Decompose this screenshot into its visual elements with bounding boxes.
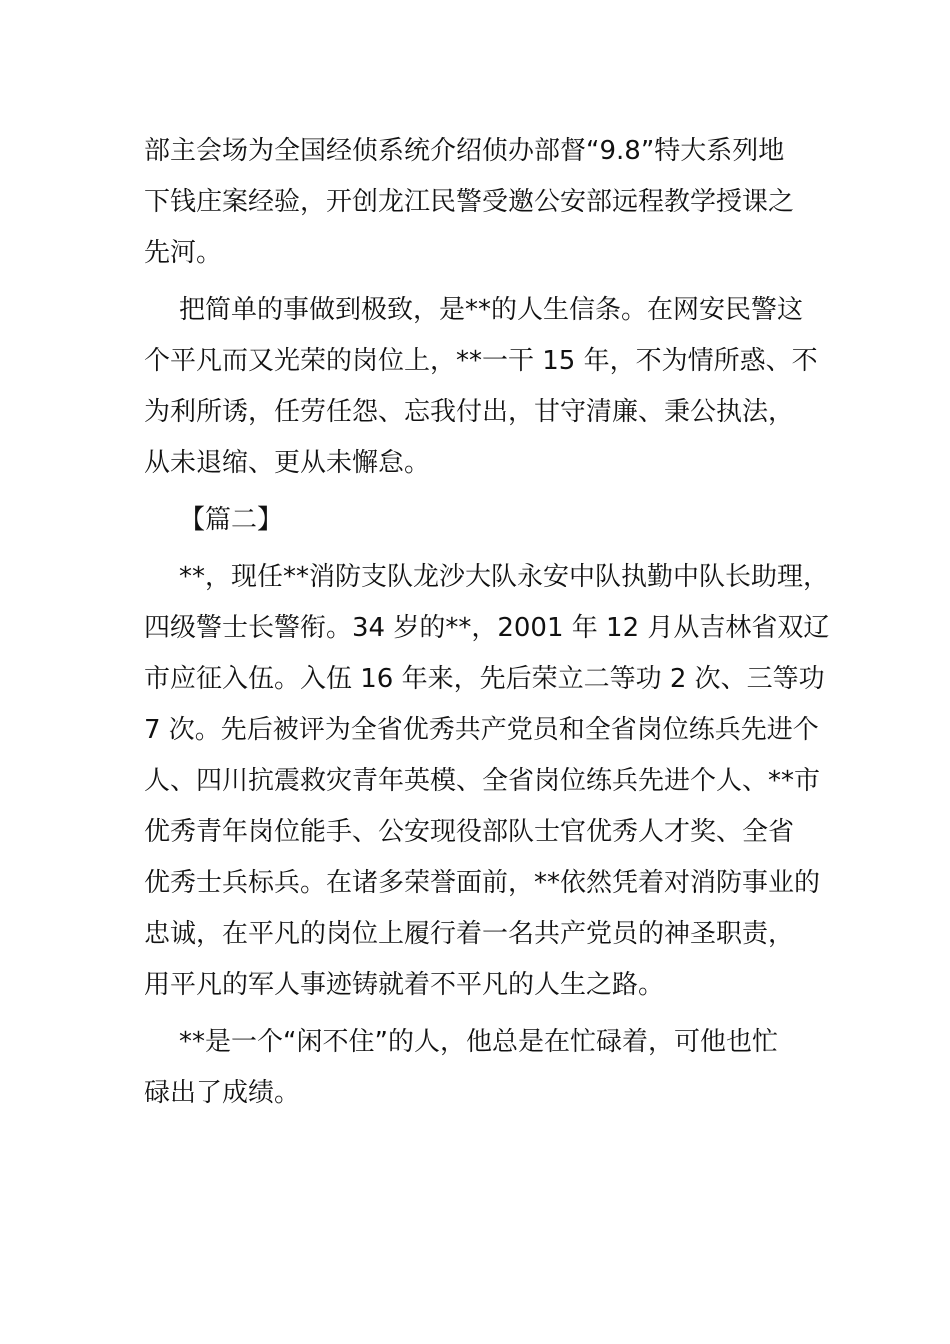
text-line: 人、四川抗震救灾青年英模、全省岗位练兵先进个人、**市	[144, 766, 821, 796]
text-line: 忠诚，在平凡的岗位上履行着一名共产党员的神圣职责，	[144, 919, 795, 949]
document-body	[144, 126, 830, 1125]
text-line: 下钱庄案经验，开创龙江民警受邀公安部远程教学授课之	[144, 187, 795, 217]
text-line: 用平凡的军人事迹铸就着不平凡的人生之路。	[144, 970, 665, 1000]
paragraph-3	[144, 552, 830, 1011]
section-title: 【篇二】	[179, 505, 284, 535]
paragraph-1	[144, 126, 808, 279]
text-line: 优秀士兵标兵。在诸多荣誉面前，**依然凭着对消防事业的	[144, 868, 821, 898]
text-line: 从未退缩、更从未懈怠。	[144, 448, 431, 478]
text-line: 四级警士长警衔。34 岁的**，2001 年 12 月从吉林省双辽	[144, 613, 830, 643]
text-line: 7 次。先后被评为全省优秀共产党员和全省岗位练兵先进个	[144, 715, 819, 745]
text-line: 市应征入伍。入伍 16 年来，先后荣立二等功 2 次、三等功	[144, 664, 825, 694]
text-line: 为利所诱，任劳任怨、忘我付出，甘守清廉、秉公执法，	[144, 397, 795, 427]
section-heading	[144, 495, 808, 546]
text-line: 个平凡而又光荣的岗位上，**一干 15 年，不为情所惑、不	[144, 346, 818, 376]
text-line: 碌出了成绩。	[144, 1078, 301, 1108]
text-line: 优秀青年岗位能手、公安现役部队士官优秀人才奖、全省	[144, 817, 795, 847]
paragraph-4	[144, 1017, 808, 1119]
text-line: 先河。	[144, 238, 223, 268]
paragraph-2	[144, 285, 818, 489]
text-line: 部主会场为全国经侦系统介绍侦办部督“9.8”特大系列地	[144, 136, 785, 166]
text-line: **，现任**消防支队龙沙大队永安中队执勤中队长助理，	[179, 562, 830, 592]
text-line: 把简单的事做到极致，是**的人生信条。在网安民警这	[179, 295, 804, 325]
text-line: **是一个“闲不住”的人，他总是在忙碌着，可他也忙	[179, 1027, 778, 1057]
